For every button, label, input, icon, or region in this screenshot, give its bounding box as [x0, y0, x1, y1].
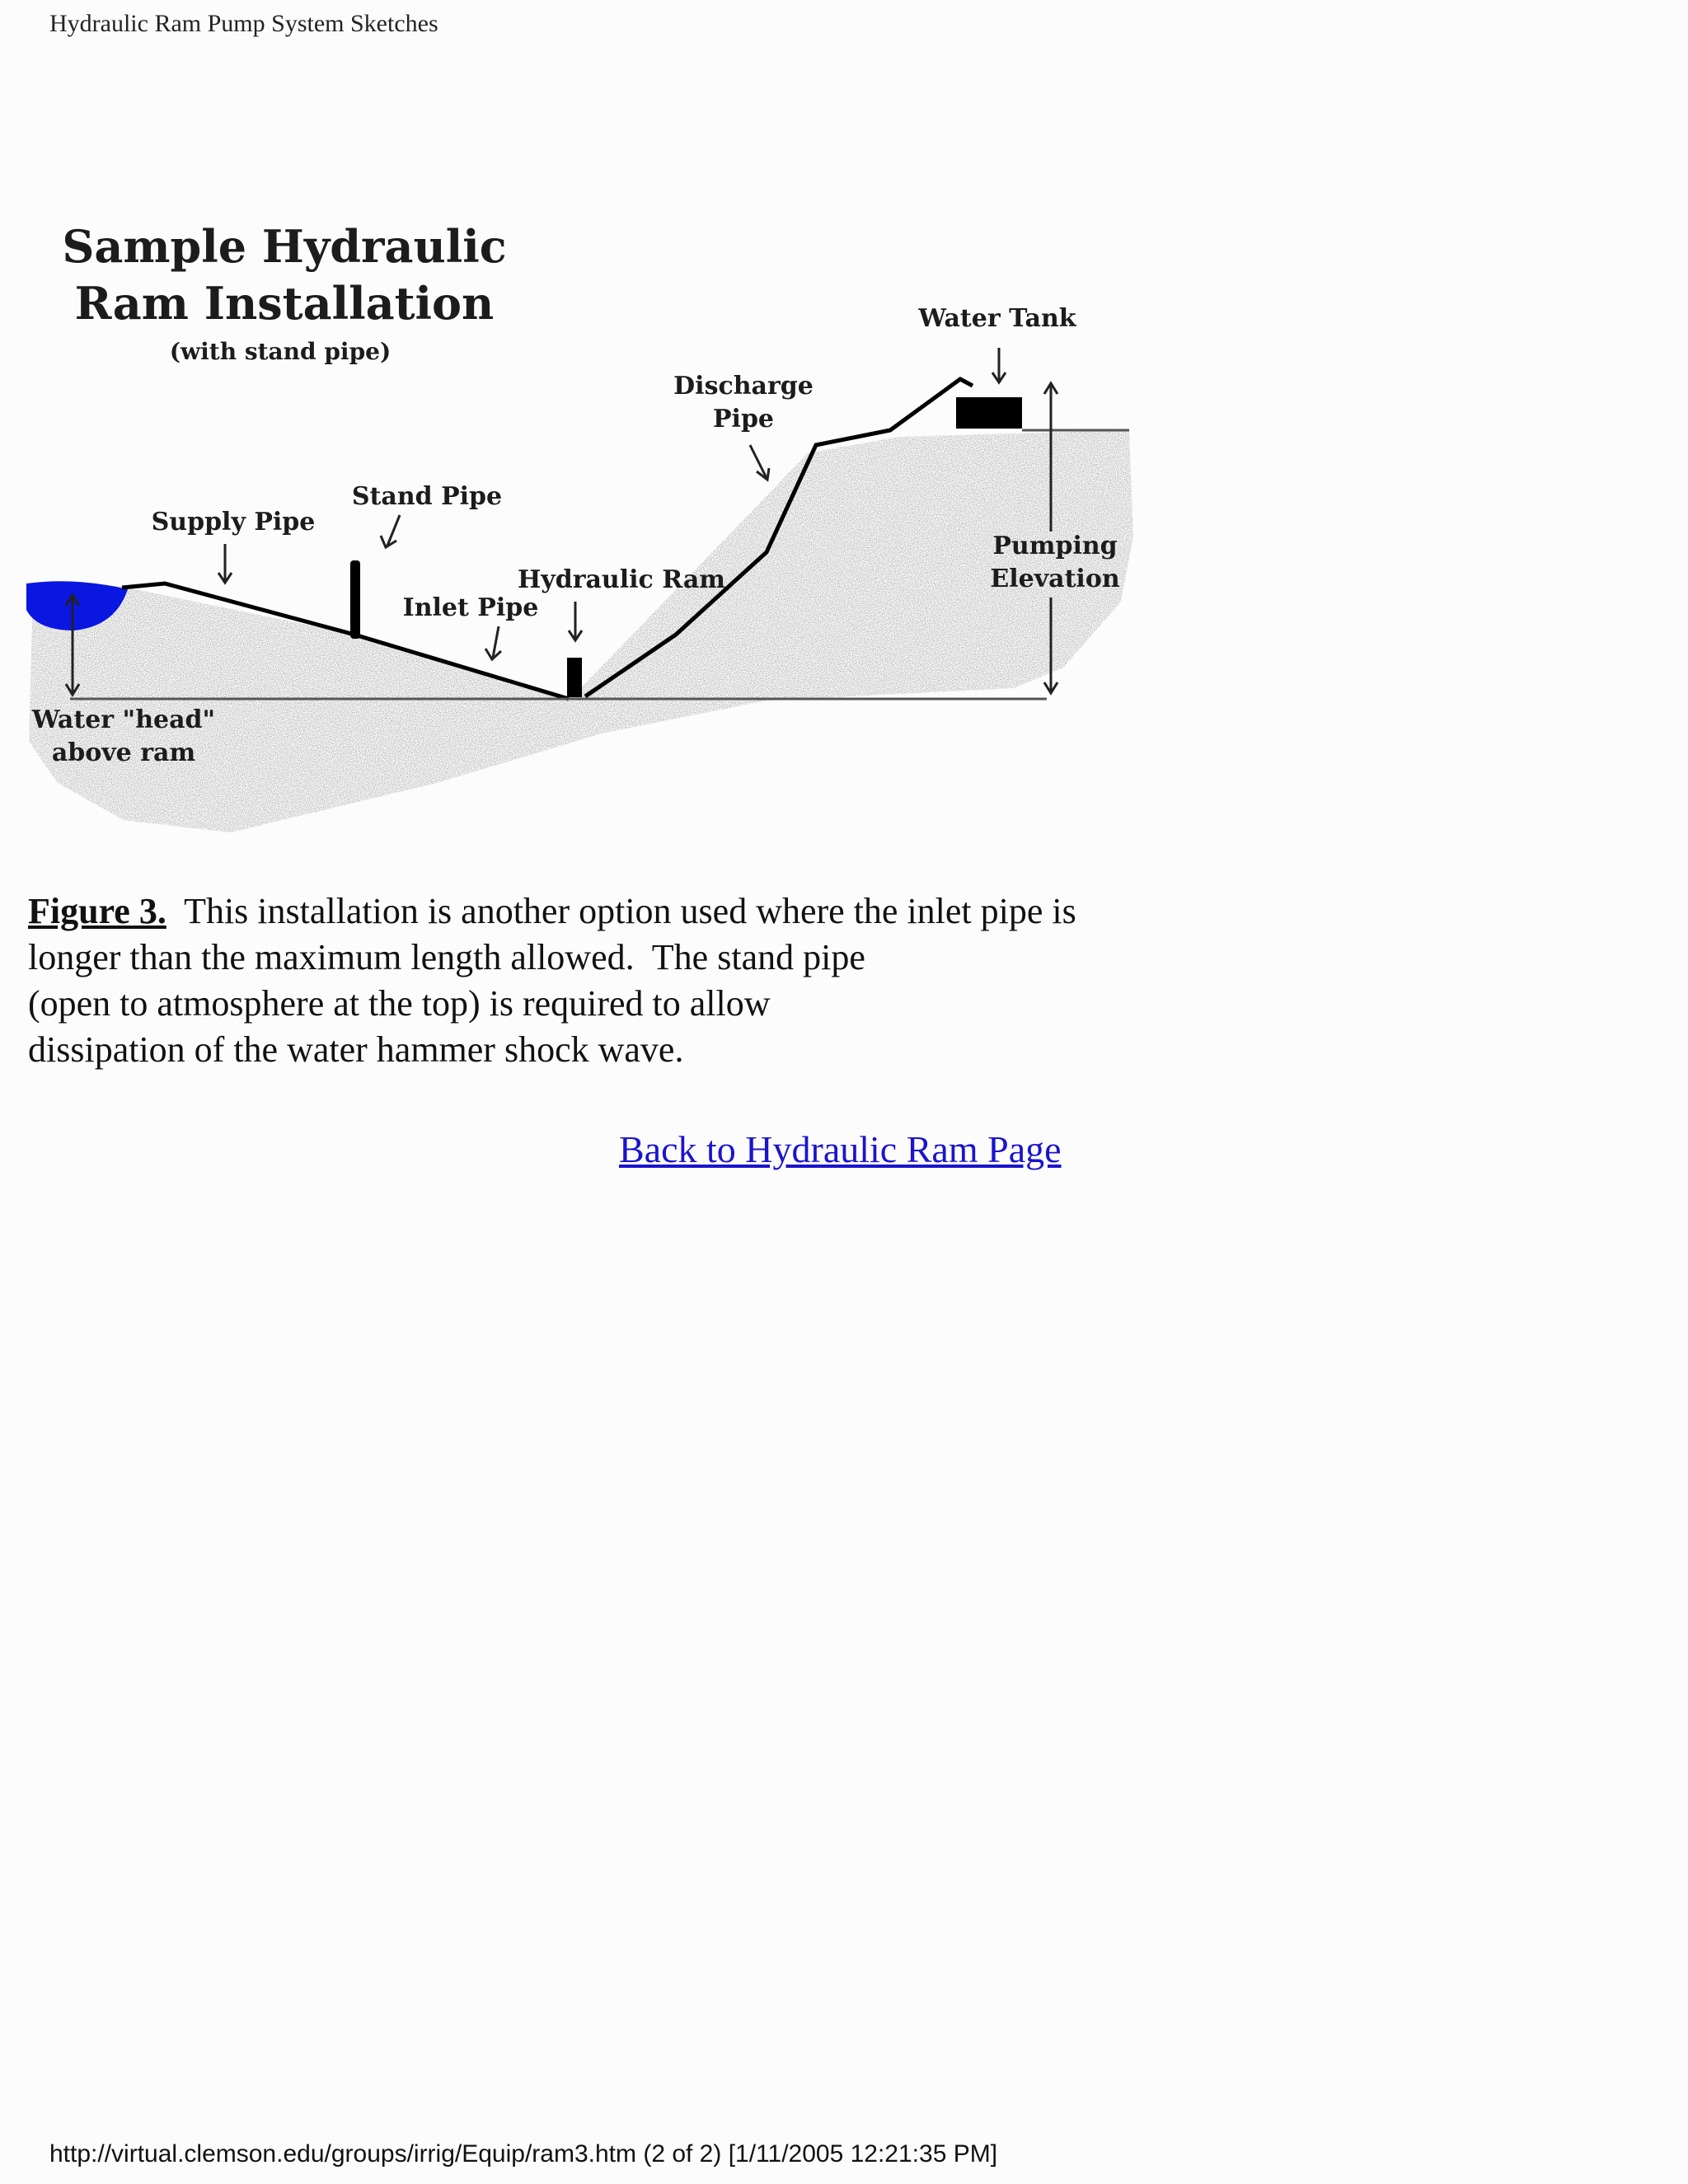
- hydraulic-ram-installation-diagram: [25, 206, 1146, 849]
- diagram-title-line1: Sample Hydraulic: [62, 220, 507, 273]
- label-supply-pipe: Supply Pipe: [151, 508, 316, 537]
- label-head-line1: Water "head": [31, 705, 216, 734]
- diagram-svg: [25, 206, 1146, 849]
- caption-text-1: This installation is another option used where the inlet pipe is: [184, 891, 1076, 931]
- label-discharge-line1: Discharge: [673, 372, 814, 401]
- figure-label: Figure 3.: [28, 891, 166, 931]
- label-pumping-line2: Elevation: [990, 565, 1120, 593]
- stand-pipe: [350, 560, 360, 639]
- label-water-tank: Water Tank: [918, 304, 1076, 333]
- caption-line-1: [28, 888, 1182, 935]
- caption-text-2: longer than the maximum length allowed. The stand pipe: [28, 937, 865, 977]
- label-stand-pipe: Stand Pipe: [351, 482, 503, 511]
- caption-text-3: (open to atmosphere at the top) is required to allow: [28, 983, 771, 1024]
- hydraulic-ram-unit: [567, 658, 582, 697]
- water-tank: [956, 397, 1022, 429]
- back-to-hydraulic-ram-link[interactable]: Back to Hydraulic Ram Page: [619, 1128, 1062, 1170]
- label-pumping-line1: Pumping: [992, 532, 1118, 560]
- label-inlet-pipe: Inlet Pipe: [402, 593, 539, 622]
- page-footer-url: http://virtual.clemson.edu/groups/irrig/Equip/ram3.htm (2 of 2) [1/11/2005 12:21:35 PM]: [49, 2140, 998, 2168]
- diagram-subtitle: (with stand pipe): [169, 338, 392, 365]
- label-discharge-line2: Pipe: [712, 405, 775, 434]
- diagram-title-line2: Ram Installation: [74, 277, 495, 330]
- figure-caption: [28, 888, 1182, 1073]
- label-head-line2: above ram: [51, 738, 196, 767]
- caption-text-4: dissipation of the water hammer shock wave.: [28, 1029, 684, 1070]
- label-hydraulic-ram: Hydraulic Ram: [517, 565, 726, 594]
- page-header: Hydraulic Ram Pump System Sketches: [49, 10, 438, 37]
